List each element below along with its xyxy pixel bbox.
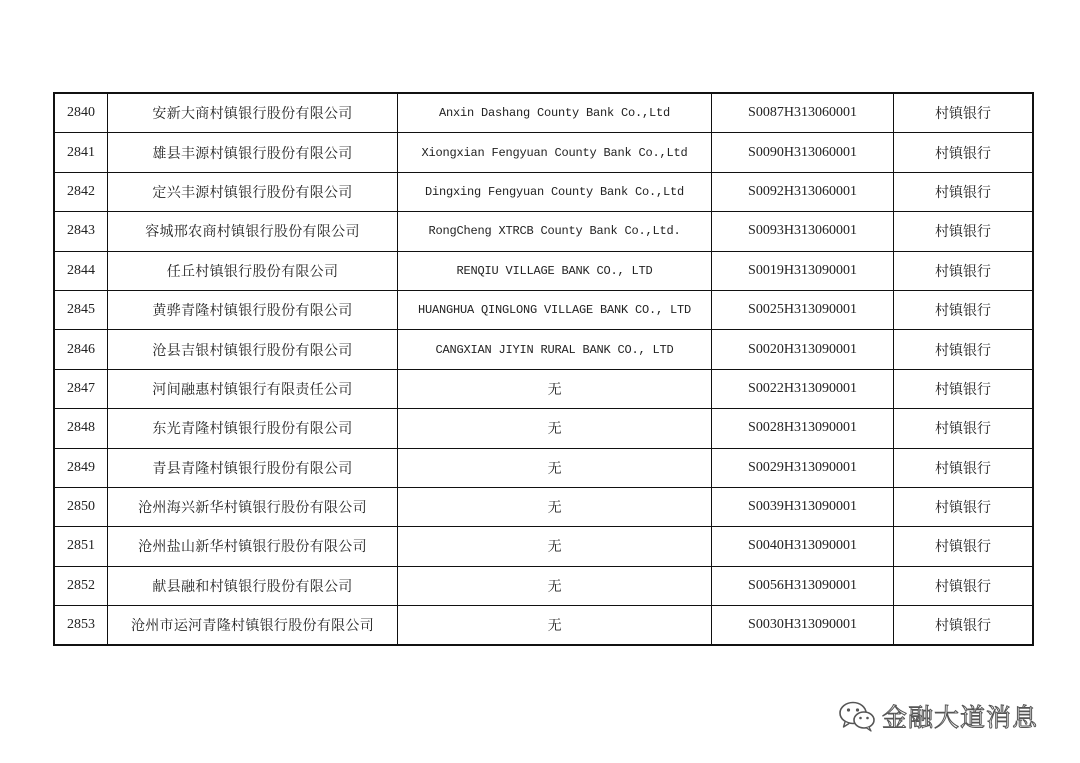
watermark xyxy=(836,696,1056,736)
row-number-cell: 2840 xyxy=(54,93,108,133)
institution-type-cell: 村镇银行 xyxy=(894,93,1034,133)
institution-type-cell: 村镇银行 xyxy=(894,212,1034,251)
table-row xyxy=(54,330,1033,369)
institution-code-cell: S0029H313090001 xyxy=(712,448,894,487)
watermark-text: 金融大道消息 xyxy=(882,703,1039,732)
institution-code-cell: S0090H313060001 xyxy=(712,133,894,172)
row-number-cell: 2845 xyxy=(54,290,108,329)
institution-code-cell: S0020H313090001 xyxy=(712,330,894,369)
bank-name-english-cell: Anxin Dashang County Bank Co.,Ltd xyxy=(398,93,712,133)
bank-name-english-cell: Xiongxian Fengyuan County Bank Co.,Ltd xyxy=(398,133,712,172)
bank-name-chinese-cell: 容城邢农商村镇银行股份有限公司 xyxy=(108,212,398,251)
institution-type-cell: 村镇银行 xyxy=(894,133,1034,172)
bank-name-chinese-cell: 雄县丰源村镇银行股份有限公司 xyxy=(108,133,398,172)
bank-name-chinese-cell: 沧州市运河青隆村镇银行股份有限公司 xyxy=(108,606,398,646)
bank-name-chinese-cell: 献县融和村镇银行股份有限公司 xyxy=(108,566,398,605)
bank-name-chinese-cell: 任丘村镇银行股份有限公司 xyxy=(108,251,398,290)
wechat-logo-icon xyxy=(836,698,878,734)
table-row xyxy=(54,527,1033,566)
row-number-cell: 2843 xyxy=(54,212,108,251)
row-number-cell: 2852 xyxy=(54,566,108,605)
bank-name-english-cell: 无 xyxy=(398,409,712,448)
institution-code-cell: S0030H313090001 xyxy=(712,606,894,646)
row-number-cell: 2846 xyxy=(54,330,108,369)
institution-type-cell: 村镇银行 xyxy=(894,527,1034,566)
table-row xyxy=(54,448,1033,487)
bank-list-table-container xyxy=(53,92,1034,646)
table-row xyxy=(54,133,1033,172)
bank-name-english-cell: CANGXIAN JIYIN RURAL BANK CO., LTD xyxy=(398,330,712,369)
bank-name-english-cell: 无 xyxy=(398,527,712,566)
bank-name-chinese-cell: 安新大商村镇银行股份有限公司 xyxy=(108,93,398,133)
institution-type-cell: 村镇银行 xyxy=(894,487,1034,526)
table-row xyxy=(54,409,1033,448)
institution-code-cell: S0028H313090001 xyxy=(712,409,894,448)
institution-type-cell: 村镇银行 xyxy=(894,369,1034,408)
bank-name-english-cell: 无 xyxy=(398,369,712,408)
bank-name-chinese-cell: 河间融惠村镇银行有限责任公司 xyxy=(108,369,398,408)
institution-code-cell: S0025H313090001 xyxy=(712,290,894,329)
bank-name-chinese-cell: 定兴丰源村镇银行股份有限公司 xyxy=(108,172,398,211)
bank-name-chinese-cell: 黄骅青隆村镇银行股份有限公司 xyxy=(108,290,398,329)
institution-code-cell: S0040H313090001 xyxy=(712,527,894,566)
table-row xyxy=(54,93,1033,133)
bank-name-english-cell: 无 xyxy=(398,566,712,605)
institution-type-cell: 村镇银行 xyxy=(894,172,1034,211)
row-number-cell: 2847 xyxy=(54,369,108,408)
bank-name-english-cell: HUANGHUA QINGLONG VILLAGE BANK CO., LTD xyxy=(398,290,712,329)
institution-code-cell: S0087H313060001 xyxy=(712,93,894,133)
row-number-cell: 2844 xyxy=(54,251,108,290)
bank-name-english-cell: RENQIU VILLAGE BANK CO., LTD xyxy=(398,251,712,290)
bank-name-chinese-cell: 沧县吉银村镇银行股份有限公司 xyxy=(108,330,398,369)
table-row xyxy=(54,487,1033,526)
table-row xyxy=(54,369,1033,408)
institution-type-cell: 村镇银行 xyxy=(894,448,1034,487)
bank-list-table xyxy=(53,92,1034,646)
table-row xyxy=(54,566,1033,605)
table-row xyxy=(54,172,1033,211)
row-number-cell: 2849 xyxy=(54,448,108,487)
institution-code-cell: S0022H313090001 xyxy=(712,369,894,408)
institution-code-cell: S0092H313060001 xyxy=(712,172,894,211)
table-body xyxy=(54,93,1033,645)
row-number-cell: 2842 xyxy=(54,172,108,211)
bank-name-chinese-cell: 沧州盐山新华村镇银行股份有限公司 xyxy=(108,527,398,566)
row-number-cell: 2853 xyxy=(54,606,108,646)
row-number-cell: 2841 xyxy=(54,133,108,172)
institution-code-cell: S0056H313090001 xyxy=(712,566,894,605)
bank-name-english-cell: 无 xyxy=(398,606,712,646)
bank-name-english-cell: 无 xyxy=(398,487,712,526)
institution-type-cell: 村镇银行 xyxy=(894,409,1034,448)
table-row xyxy=(54,606,1033,646)
table-row xyxy=(54,212,1033,251)
row-number-cell: 2851 xyxy=(54,527,108,566)
institution-type-cell: 村镇银行 xyxy=(894,251,1034,290)
institution-code-cell: S0093H313060001 xyxy=(712,212,894,251)
row-number-cell: 2850 xyxy=(54,487,108,526)
institution-type-cell: 村镇银行 xyxy=(894,606,1034,646)
bank-name-chinese-cell: 沧州海兴新华村镇银行股份有限公司 xyxy=(108,487,398,526)
institution-code-cell: S0039H313090001 xyxy=(712,487,894,526)
institution-type-cell: 村镇银行 xyxy=(894,566,1034,605)
row-number-cell: 2848 xyxy=(54,409,108,448)
institution-type-cell: 村镇银行 xyxy=(894,330,1034,369)
bank-name-chinese-cell: 青县青隆村镇银行股份有限公司 xyxy=(108,448,398,487)
bank-name-chinese-cell: 东光青隆村镇银行股份有限公司 xyxy=(108,409,398,448)
institution-code-cell: S0019H313090001 xyxy=(712,251,894,290)
institution-type-cell: 村镇银行 xyxy=(894,290,1034,329)
table-row xyxy=(54,251,1033,290)
bank-name-english-cell: Dingxing Fengyuan County Bank Co.,Ltd xyxy=(398,172,712,211)
bank-name-english-cell: 无 xyxy=(398,448,712,487)
table-row xyxy=(54,290,1033,329)
bank-name-english-cell: RongCheng XTRCB County Bank Co.,Ltd. xyxy=(398,212,712,251)
